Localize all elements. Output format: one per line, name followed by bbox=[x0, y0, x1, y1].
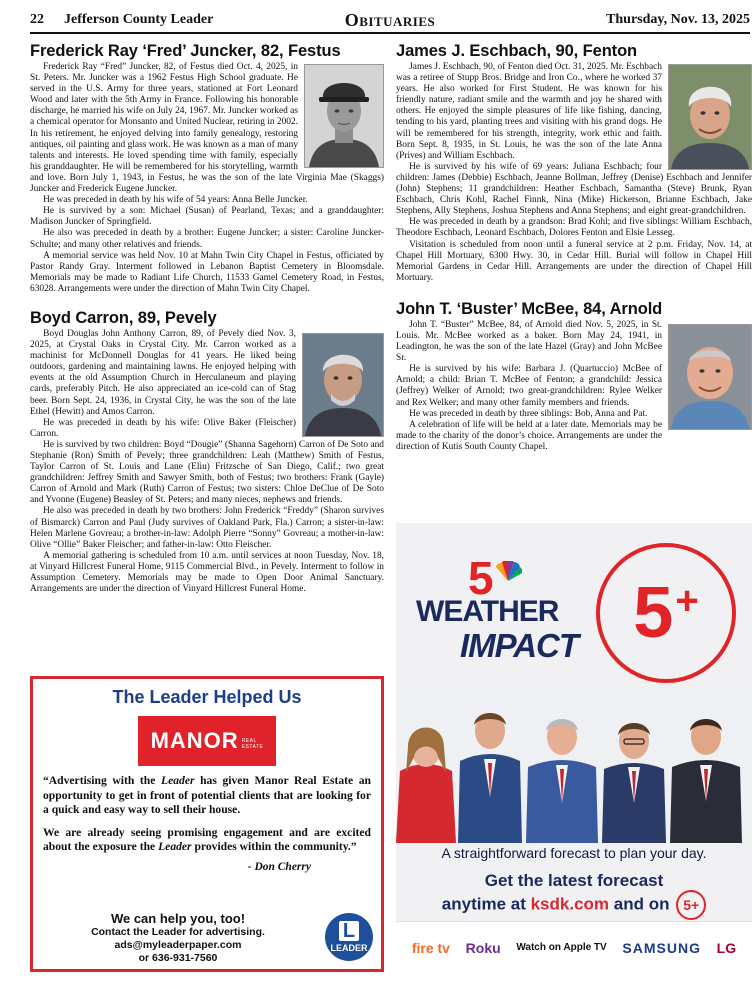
ksdk-weather-advertisement[interactable] bbox=[396, 523, 752, 973]
latest-line-1: Get the latest forecast bbox=[484, 871, 664, 890]
paragraph: He is survived by his wife of 69 years: Juliana Eschbach; four children: James (Debbie) Eschbach, Jeanne Bollman, Jeffrey (Denise) Eschbach and Jennifer (John) Stephens; 11 grandchildren: Heather Eschbach, Samantha (Steve) Brunk, Ryan Eschbach, Chris Kohl, Rachel Finnk, Nina (Mike) Hickerson, Brianne Eschbach, Jake Stephens, Ally Stephens, Joshua Stephens and Anna Stephens; and eight great-grandchildren. bbox=[396, 161, 752, 217]
manor-real-estate-logo bbox=[138, 716, 276, 766]
quote-italic: Leader bbox=[161, 774, 195, 787]
paragraph: James J. Eschbach, 90, of Fenton died Oct. 31, 2025. Mr. Eschbach was a retiree of Stupp Bros. Bridge and Iron Co., where he worked 37 years. He also worked for First Student. He was known for his friendly nature, radiant smile and the warmth and joy he shared with others. He enjoyed the simple pleasures of life like fishing, dancing, tending to his yard, planting trees and visiting with his grand dogs. He will be remembered for his strength, integrity, work ethic and faith. Born Sept. 8, 1935, in St. Louis, he was the son of the late Anna (Prives) and William Eschbach. bbox=[396, 62, 662, 161]
weather-team-photo bbox=[396, 687, 752, 843]
portrait-graphic bbox=[303, 334, 383, 436]
section-title: Obituaries bbox=[344, 10, 436, 30]
portrait-graphic bbox=[669, 325, 751, 429]
paragraph: Frederick Ray “Fred” Juncker, 82, of Festus died Oct. 4, 2025, in St. Peters. Mr. Juncker was a 1962 Festus High School graduate. He served in the U.S. Army for three years, stationed at Fort Leonard Wood and later with the 5th Army in France. Following his honorable discharge, he married his wife on July 24, 1967. Mr. Juncker worked as a chemical operator for Monsanto and United Nuclear, retiring in 2002. In his retirement, he enjoyed delving into family genealogy, restoring antiques, oil painting and glass work. He was known as a man of many talents and interests. He loved spending time with family, especially his granddaughter. He will be remembered for his storytelling, warmth and love. Born July 1, 1943, in Festus, he was the son of the late Virginia Mae (Skaggs) Juncker and Frederick Eugene Juncker. bbox=[30, 62, 384, 195]
paragraph: He also was preceded in death by two brothers: John Frederick “Freddy” (Sharon survives of Bismarck) Carron and Paul (Judy survives of Oakland Park, Fla.) Carron; a sister-in-law: Helen Marlene Govreau; a brother-in-law: Adolph Pierre “Sonny” Govreau; a mother-in-law: Olive “Ollie” Baker Fleischer; and father-in-law: Otto Fleischer. bbox=[30, 506, 384, 550]
ad-email-link[interactable]: ads@myleaderpaper.com bbox=[114, 939, 242, 951]
apple-tv-logo: Watch on Apple TV bbox=[516, 942, 607, 953]
paragraph: Boyd Douglas John Anthony Carron, 89, of Pevely died Nov. 3, 2025, at Crystal Oaks in Crystal City. Mr. Carron worked as a machinist for McDonnell Douglas for 41 years. He liked being outdoors, gardening and maintaining lawns. He enjoyed helping with events at the old Assumption Church in Herculaneum and playing cards, preferably Pitch. He also appreciated an ice-cold can of Stag beer. Born Sept. 24, 1936, in Crystal City, he was the son of the late Ethel (Hewitt) and Amos Carron. bbox=[30, 328, 296, 417]
quote-text: has given Manor Real Estate an opportunity to get in front of potential clients that are looking for a quick and easy way to sell their house. bbox=[43, 774, 371, 816]
quote-text: provides within the community.” bbox=[191, 840, 357, 853]
quote-attribution: - Don Cherry bbox=[247, 860, 311, 873]
paragraph: A celebration of life will be held at a later date. Memorials may be made to the charity of the donor’s choice. Arrangements are under the direction of Kutis South County Chapel. bbox=[396, 419, 662, 452]
impact-wordmark: IMPACT bbox=[460, 627, 579, 664]
obituary-body bbox=[30, 62, 384, 295]
paragraph: A memorial gathering is scheduled from 10 a.m. until services at noon Tuesday, Nov. 18, at Vinyard Hillcrest Funeral Home, 9115 Commercial Blvd., in Pevely. Interment to follow in Assumption Cemetery. Memorials may be made to Open Door Animal Sanctuary. Arrangements are under the direction of Vinyard Hillcrest Funeral Home. bbox=[30, 550, 384, 595]
paragraph: He is survived by his wife: Barbara J. (Quartuccio) McBee of Arnold; a child: Brian T. McBee of Fenton; a grandchild: Jessica (Jeffrey) Welker of Arnold; two great-grandchildren: Rylee Welker and Rex Welker; and many other family members and friends. bbox=[396, 364, 662, 408]
masthead bbox=[30, 10, 750, 34]
paragraph: A memorial service was held Nov. 10 at Mahn Twin City Chapel in Festus, officiated by Pastor Randy Gray. Interment followed in Lebanon Baptist Cemetery in Bloomsdale. Memorials may be made to Radiant Life Church, 11533 Gamel Cemetery Road, in Festus, 63028. Arrangements were under the direction of Mahn Twin City Chapel. bbox=[30, 250, 384, 294]
issue-date: Thursday, Nov. 13, 2025 bbox=[606, 12, 750, 27]
quote-paragraph bbox=[43, 774, 371, 818]
obituary-body bbox=[396, 320, 752, 453]
obituary-body bbox=[396, 62, 752, 284]
ksdk-five-logo: 5 bbox=[468, 552, 494, 604]
leader-logo-letter: L bbox=[339, 921, 359, 941]
ksdk-site-link[interactable]: ksdk.com bbox=[530, 894, 610, 914]
weather-wordmark: WEATHER bbox=[416, 595, 559, 628]
portrait-photo-carron bbox=[302, 333, 384, 437]
ad-contact-block bbox=[73, 911, 283, 965]
testimonial-quote bbox=[43, 774, 371, 855]
obituary-eschbach bbox=[396, 40, 752, 284]
portrait-photo-mcbee bbox=[668, 324, 752, 430]
obituary-carron bbox=[30, 307, 384, 595]
peacock-icon bbox=[494, 561, 522, 581]
portrait-graphic bbox=[669, 65, 751, 169]
ad-phone: or 636-931-7560 bbox=[138, 952, 218, 964]
latest-line-2 bbox=[396, 890, 752, 920]
paragraph: He was preceded in death by his wife: Olive Baker (Fleischer) Carron. bbox=[30, 417, 296, 439]
samsung-logo: SAMSUNG bbox=[622, 939, 701, 956]
page-number: 22 bbox=[30, 12, 44, 27]
ad-headline: The Leader Helped Us bbox=[112, 687, 302, 707]
quote-paragraph bbox=[43, 826, 371, 855]
portrait-graphic bbox=[305, 65, 383, 167]
obituary-headline: John T. ‘Buster’ McBee, 84, Arnold bbox=[396, 299, 663, 318]
obituary-headline: James J. Eschbach, 90, Fenton bbox=[396, 42, 638, 60]
ad-tagline: A straightforward forecast to plan your day. bbox=[441, 845, 707, 861]
roku-logo: Roku bbox=[465, 939, 501, 956]
latest-text: and on bbox=[609, 894, 670, 914]
leader-logo-word: LEADER bbox=[330, 943, 368, 953]
five-plus-badge bbox=[596, 543, 736, 683]
ad-call-to-action: We can help you, too! bbox=[110, 911, 246, 926]
manor-sub-line: REAL bbox=[241, 738, 257, 744]
five-plus-sign: + bbox=[675, 578, 699, 623]
obituary-mcbee bbox=[396, 298, 752, 453]
lg-logo: LG bbox=[716, 939, 737, 956]
paper-name: Jefferson County Leader bbox=[64, 12, 214, 27]
paragraph: He was preceded in death by three siblings: Bob, Anna and Pat. bbox=[409, 408, 648, 419]
latest-text: anytime at bbox=[441, 894, 531, 914]
obituary-body bbox=[30, 329, 384, 595]
five-plus-number: 5 bbox=[633, 573, 674, 653]
quote-text: We are already seeing promising engagement and are excited about the exposure the bbox=[43, 825, 371, 853]
leader-advertisement[interactable] bbox=[30, 676, 384, 972]
obituary-juncker bbox=[30, 40, 384, 295]
portrait-photo-eschbach bbox=[668, 64, 752, 170]
manor-subtitle bbox=[242, 738, 264, 750]
ad-latest-forecast bbox=[396, 871, 752, 920]
paragraph: He was preceded in death by his wife of 54 years: Anna Belle Juncker. bbox=[43, 195, 308, 206]
quote-text: “Advertising with the bbox=[43, 774, 161, 787]
portrait-photo-juncker bbox=[304, 64, 384, 168]
manor-wordmark: MANOR bbox=[150, 728, 239, 753]
paragraph: He is survived by a son: Michael (Susan) of Pearland, Texas; and a granddaughter: Madison Juncker of Springfield. bbox=[30, 206, 384, 228]
paragraph: He also was preceded in death by a brother: Eugene Juncker; a sister: Caroline Juncker-Schulte; and many other relatives and friends. bbox=[30, 228, 384, 250]
paragraph: Visitation is scheduled from noon until a funeral service at 2 p.m. Friday, Nov. 14, at Chapel Hill Mortuary, 6300 Hwy. 30, in Cedar Hill. Burial will follow in Chapel Hill Memorial Gardens in Cedar Hill. Arrangements are under the direction of Chapel Hill Mortuary. bbox=[396, 239, 752, 283]
obituary-headline: Frederick Ray ‘Fred’ Juncker, 82, Festus bbox=[30, 42, 341, 60]
paragraph: He was preceded in death by a grandson: Brad Kohl; and five siblings: William Eschbach, Theodore Eschbach, Leonard Eschbach, Dolores Fenton and Elsie Lesseg. bbox=[396, 217, 752, 239]
streaming-platforms-bar bbox=[396, 921, 752, 973]
paragraph: John T. “Buster” McBee, 84, of Arnold died Nov. 5, 2025, in St. Louis. Mr. McBee worked as a baker. Born May 24, 1941, in Leadington, he was the son of the late Hazel (Gray) and John McBee Sr. bbox=[396, 319, 662, 364]
manor-sub-line: ESTATE bbox=[241, 744, 264, 750]
fire-tv-logo: fire tv bbox=[411, 939, 450, 956]
quote-italic: Leader bbox=[158, 840, 192, 853]
left-column bbox=[30, 40, 384, 595]
five-plus-small-badge: 5+ bbox=[676, 890, 706, 920]
obituary-headline: Boyd Carron, 89, Pevely bbox=[30, 308, 217, 327]
paragraph: He is survived by two children: Boyd “Dougie” (Shanna Sagehorn) Carron of De Soto and Stephanie (Ron) Smith of Pevely; three grandchildren: Leah (Matthew) Smith of Festus, Taylor Carron of St. Louis and Lane (Eliu) Fritzsche of San Diego, Calif.; two great grandchildren: Jeffrey Smith and Sawyer Smith, both of Festus; two brothers: Frank (Gayle) Carron of Arnold and Mark (Ruth) Carron of Festus; two sisters: Chloe DeClue of De Soto and Yvonne (Eugene) Beasley of St. Peters; and many nieces, nephews and friends. bbox=[30, 439, 384, 506]
ad-contact-line: Contact the Leader for advertising. bbox=[91, 926, 265, 938]
right-column bbox=[396, 40, 752, 453]
leader-logo bbox=[325, 913, 373, 961]
